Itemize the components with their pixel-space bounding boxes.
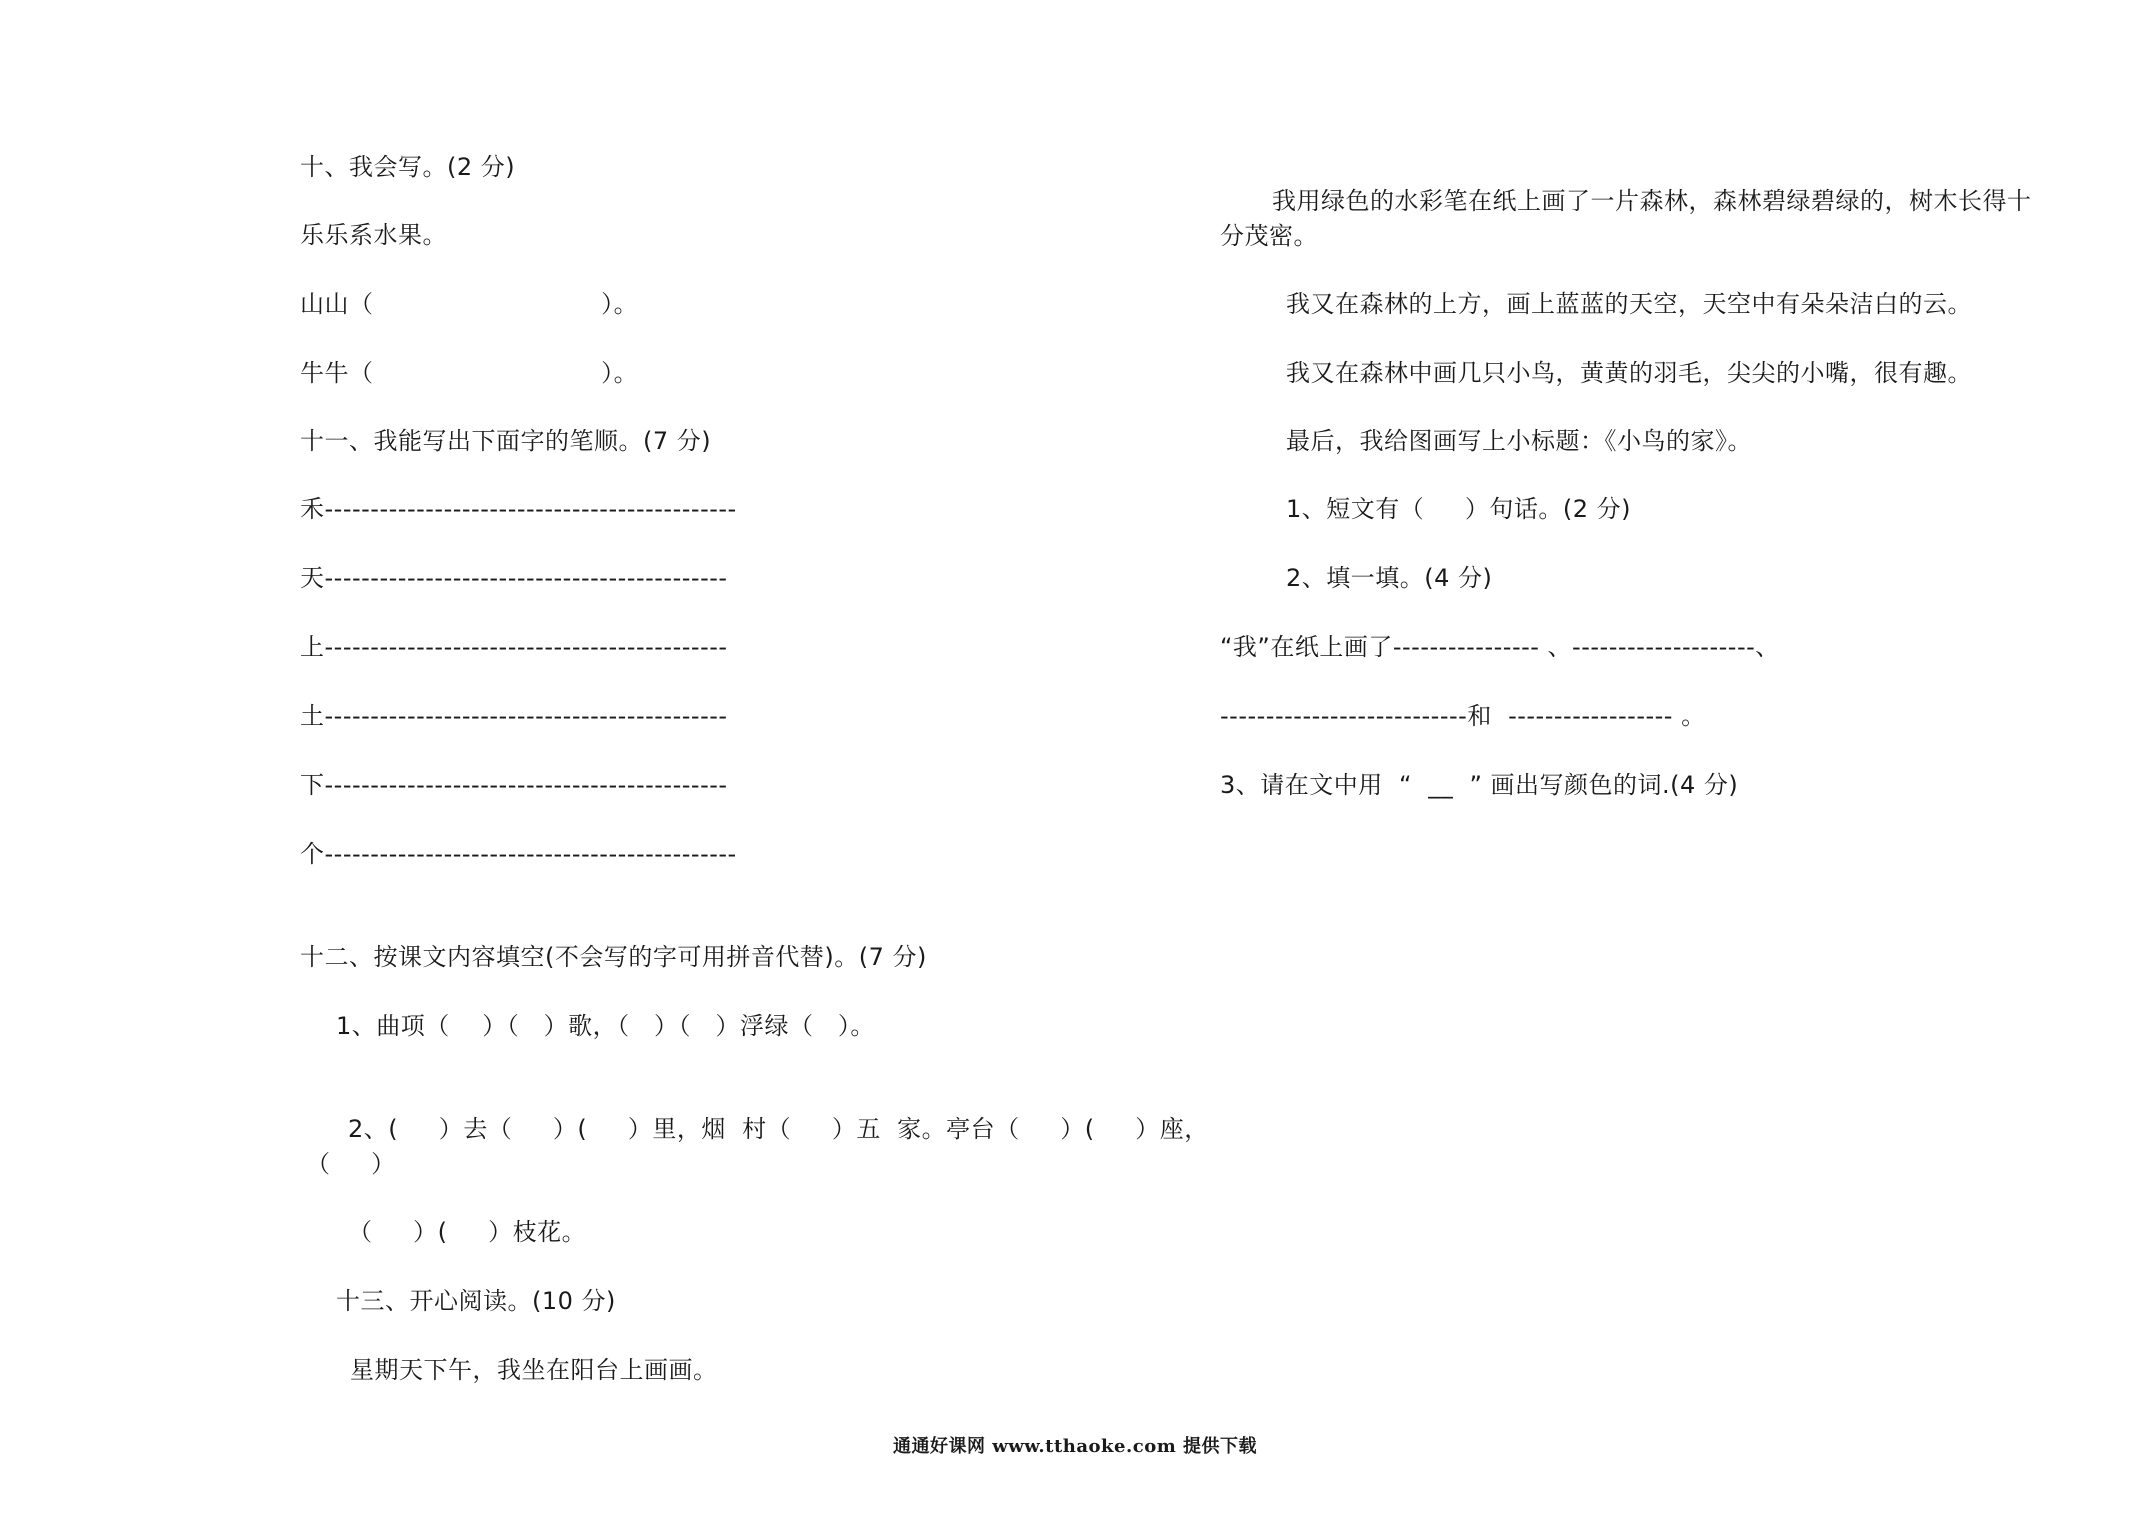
q12-item-1: 1、曲项（ ）（ ）歌，（ ）（ ）浮绿（ ）。 bbox=[336, 1012, 875, 1040]
stroke-order-line: 天-------------------------------------------- bbox=[300, 564, 728, 592]
q12-item-2-c: （ ）( ）枝花。 bbox=[348, 1218, 587, 1246]
reading-paragraph-2-line-1: 我用绿色的水彩笔在纸上画了一片森林，森林碧绿碧绿的，树木长得十 bbox=[1272, 187, 2032, 215]
sub-question-2: 2、填一填。(4 分) bbox=[1286, 564, 1493, 592]
q10-example: 乐乐系水果。 bbox=[300, 221, 447, 249]
sub-question-2-fill-line-2: ---------------------------和 ------------------ 。 bbox=[1220, 702, 1706, 730]
q12-title: 十二、按课文内容填空(不会写的字可用拼音代替)。(7 分) bbox=[300, 943, 927, 971]
sub-question-2-fill-line-1: “我”在纸上画了---------------- 、--------------------、 bbox=[1220, 633, 1780, 661]
footer-credit: 通通好课网 www.tthaoke.com 提供下载 bbox=[892, 1436, 1258, 1457]
q13-title: 十三、开心阅读。(10 分) bbox=[336, 1287, 616, 1315]
reading-paragraph-5: 最后，我给图画写上小标题：《小鸟的家》。 bbox=[1286, 427, 1752, 455]
q10-title: 十、我会写。(2 分) bbox=[300, 153, 516, 181]
q10-line-1: 山山（ ）。 bbox=[300, 290, 639, 318]
q10-line-2: 牛牛（ ）。 bbox=[300, 359, 639, 387]
q11-title: 十一、我能写出下面字的笔顺。(7 分) bbox=[300, 427, 712, 455]
q12-item-2-b: （ ） bbox=[306, 1150, 396, 1178]
stroke-order-line: 下-------------------------------------------- bbox=[300, 771, 728, 799]
q12-item-2-a: 2、( ）去（ ）( ）里，烟 村（ ）五 家。亭台（ ）( ）座， bbox=[348, 1115, 1209, 1143]
sub-question-3: 3、请在文中用 “ __ ” 画出写颜色的词.(4 分) bbox=[1220, 771, 1739, 799]
stroke-order-line: 上-------------------------------------------- bbox=[300, 633, 728, 661]
reading-paragraph-2-line-2: 分茂密。 bbox=[1220, 222, 1318, 250]
reading-paragraph-1: 星期天下午，我坐在阳台上画画。 bbox=[350, 1356, 718, 1384]
stroke-order-line: 个--------------------------------------------- bbox=[300, 840, 737, 868]
stroke-order-line: 土-------------------------------------------- bbox=[300, 702, 728, 730]
stroke-order-line: 禾--------------------------------------------- bbox=[300, 495, 737, 523]
reading-paragraph-3: 我又在森林的上方，画上蓝蓝的天空，天空中有朵朵洁白的云。 bbox=[1286, 290, 1972, 318]
sub-question-1: 1、短文有（ ）句话。(2 分) bbox=[1286, 495, 1632, 523]
reading-paragraph-4: 我又在森林中画几只小鸟，黄黄的羽毛，尖尖的小嘴，很有趣。 bbox=[1286, 359, 1972, 387]
